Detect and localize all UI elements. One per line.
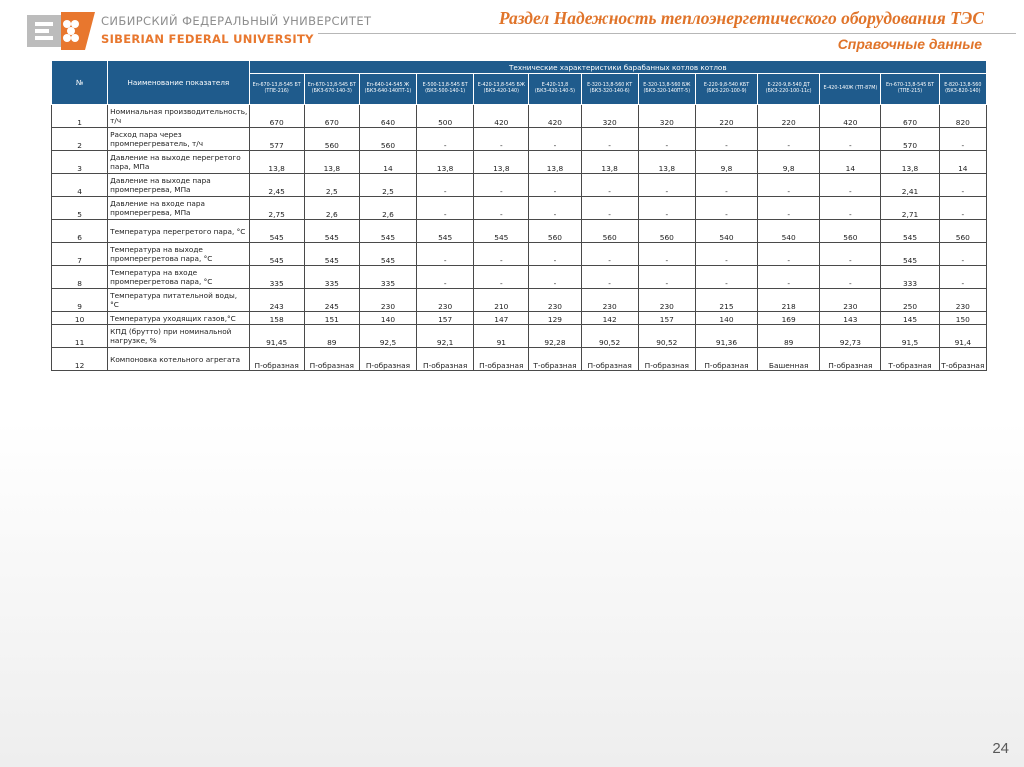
boiler-column-header: Е-320-13,8-560 БЖ (БКЗ-320-140ПТ-5) [638, 74, 695, 105]
table-row [52, 289, 987, 312]
table-cell: П-образная [581, 348, 638, 371]
logo-text-ru: СИБИРСКИЙ ФЕДЕРАЛЬНЫЙ УНИВЕРСИТЕТ [101, 14, 372, 28]
table-cell: 577 [249, 128, 304, 151]
table-row [52, 348, 987, 371]
table-cell: - [820, 128, 881, 151]
boiler-column-header: Еп-670-13,8-545 БТ (ТПЕ-216) [249, 74, 304, 105]
table-cell: Т-образная [529, 348, 581, 371]
table-cell: 670 [304, 105, 359, 128]
table-cell: 560 [638, 220, 695, 243]
boiler-column-header: Еп-670-13,8-545 БТ (БКЗ-670-140-3) [304, 74, 359, 105]
boiler-column-header: Е-500-13,8-545 БТ (БКЗ-500-140-1) [417, 74, 474, 105]
table-cell: 320 [581, 105, 638, 128]
table-cell: П-образная [695, 348, 757, 371]
table-cell: 230 [820, 289, 881, 312]
table-cell: - [758, 266, 820, 289]
row-number: 9 [52, 289, 108, 312]
table-cell: 90,52 [638, 325, 695, 348]
table-cell: 13,8 [304, 151, 359, 174]
table-cell: - [758, 128, 820, 151]
table-cell: 92,28 [529, 325, 581, 348]
table-cell: 335 [249, 266, 304, 289]
table-cell: 92,1 [417, 325, 474, 348]
table-cell: 13,8 [581, 151, 638, 174]
table-cell: 545 [359, 243, 416, 266]
table-cell: 13,8 [249, 151, 304, 174]
table-cell: 9,8 [758, 151, 820, 174]
parameter-name: Температура уходящих газов,°С [108, 312, 249, 325]
table-cell: 545 [304, 243, 359, 266]
boiler-column-header: Еп-640-14-545 Ж (БКЗ-640-140ПТ-1) [359, 74, 416, 105]
table-cell: - [939, 266, 986, 289]
table-cell: 230 [359, 289, 416, 312]
table-cell: - [581, 174, 638, 197]
name-column-header: Наименование показателя [108, 61, 249, 105]
table-cell: 320 [638, 105, 695, 128]
parameter-name: Температура питательной воды, °С [108, 289, 249, 312]
table-cell: П-образная [417, 348, 474, 371]
table-cell: - [638, 197, 695, 220]
table-cell: 560 [359, 128, 416, 151]
boiler-column-header: Е-320-13,8-560 КТ (БКЗ-320-140-6) [581, 74, 638, 105]
table-cell: - [695, 266, 757, 289]
group-column-header: Технические характеристики барабанных котлов котлов [249, 61, 986, 74]
table-cell: 13,8 [881, 151, 939, 174]
boiler-column-header: Е-820-13,8-560 (БКЗ-820-140) [939, 74, 986, 105]
table-cell: 230 [417, 289, 474, 312]
table-cell: 670 [249, 105, 304, 128]
row-number: 10 [52, 312, 108, 325]
num-column-header: № [52, 61, 108, 105]
table-cell: П-образная [820, 348, 881, 371]
table-cell: 169 [758, 312, 820, 325]
table-cell: - [638, 266, 695, 289]
table-cell: 545 [417, 220, 474, 243]
university-logo-icon [27, 12, 95, 50]
table-cell: 500 [417, 105, 474, 128]
table-cell: 140 [695, 312, 757, 325]
table-cell: 13,8 [417, 151, 474, 174]
table-cell: 150 [939, 312, 986, 325]
table-cell: - [581, 197, 638, 220]
table-cell: - [529, 128, 581, 151]
table-row [52, 325, 987, 348]
table-cell: 220 [695, 105, 757, 128]
boiler-column-header: Е-420-13,8 (БКЗ-420-140-5) [529, 74, 581, 105]
table-cell: - [474, 243, 529, 266]
table-cell: 89 [304, 325, 359, 348]
table-cell: - [695, 128, 757, 151]
table-row [52, 105, 987, 128]
table-cell: 545 [881, 243, 939, 266]
table-cell: 2,71 [881, 197, 939, 220]
table-cell: - [417, 197, 474, 220]
parameter-name: Давление на выходе пара промперегрева, МПа [108, 174, 249, 197]
table-cell: 142 [581, 312, 638, 325]
table-cell: 560 [939, 220, 986, 243]
table-cell: 210 [474, 289, 529, 312]
table-cell: - [939, 128, 986, 151]
row-number: 3 [52, 151, 108, 174]
table-cell: 2,41 [881, 174, 939, 197]
table-cell: - [474, 197, 529, 220]
table-cell: 250 [881, 289, 939, 312]
title-divider [318, 33, 1016, 34]
table-cell: П-образная [474, 348, 529, 371]
table-cell: 91,36 [695, 325, 757, 348]
table-cell: 91,5 [881, 325, 939, 348]
table-cell: 560 [529, 220, 581, 243]
table-cell: - [638, 128, 695, 151]
table-cell: 230 [529, 289, 581, 312]
table-cell: 545 [249, 220, 304, 243]
table-cell: 9,8 [695, 151, 757, 174]
table-row [52, 266, 987, 289]
table-row [52, 174, 987, 197]
table-cell: 420 [529, 105, 581, 128]
boiler-specs-table [51, 60, 987, 371]
table-cell: 147 [474, 312, 529, 325]
table-cell: 89 [758, 325, 820, 348]
table-cell: 545 [359, 220, 416, 243]
table-cell: - [820, 266, 881, 289]
parameter-name: Расход пара через промперегреватель, т/ч [108, 128, 249, 151]
parameter-name: Температура на входе промперегретова пара, °С [108, 266, 249, 289]
boiler-column-header: Е-420-13,8-545 БЖ (БКЗ-420-140) [474, 74, 529, 105]
table-cell: 545 [474, 220, 529, 243]
table-cell: - [529, 174, 581, 197]
table-cell: - [758, 174, 820, 197]
table-cell: - [758, 197, 820, 220]
table-cell: 570 [881, 128, 939, 151]
table-cell: П-образная [304, 348, 359, 371]
table-cell: - [939, 243, 986, 266]
table-cell: 560 [820, 220, 881, 243]
table-cell: П-образная [359, 348, 416, 371]
table-cell: 90,52 [581, 325, 638, 348]
parameter-name: Давление на входе пара промперегрева, МПа [108, 197, 249, 220]
table-cell: - [474, 174, 529, 197]
table-cell: - [529, 266, 581, 289]
page-number: 24 [992, 740, 1009, 757]
table-header-row [52, 61, 987, 74]
table-cell: - [695, 197, 757, 220]
table-cell: 140 [359, 312, 416, 325]
parameter-name: Давление на выходе перегретого пара, МПа [108, 151, 249, 174]
parameter-name: КПД (брутто) при номинальной нагрузке, % [108, 325, 249, 348]
table-cell: Т-образная [881, 348, 939, 371]
table-cell: - [695, 174, 757, 197]
table-row [52, 151, 987, 174]
table-cell: 335 [304, 266, 359, 289]
table-cell: - [581, 266, 638, 289]
table-cell: 640 [359, 105, 416, 128]
table-cell: 92,5 [359, 325, 416, 348]
table-cell: 2,75 [249, 197, 304, 220]
parameter-name: Номинальная производительность, т/ч [108, 105, 249, 128]
table-cell: - [820, 197, 881, 220]
row-number: 11 [52, 325, 108, 348]
row-number: 2 [52, 128, 108, 151]
table-cell: - [939, 197, 986, 220]
row-number: 6 [52, 220, 108, 243]
table-cell: 230 [581, 289, 638, 312]
parameter-name: Температура на выходе промперегретова пара, °С [108, 243, 249, 266]
table-cell: - [581, 128, 638, 151]
table-cell: 2,45 [249, 174, 304, 197]
table-cell: 14 [359, 151, 416, 174]
table-cell: - [474, 266, 529, 289]
table-cell: 2,6 [359, 197, 416, 220]
table-row [52, 220, 987, 243]
boiler-column-header: Е-220-9,8-540 КБТ (БКЗ-220-100-9) [695, 74, 757, 105]
row-number: 12 [52, 348, 108, 371]
table-cell: 157 [638, 312, 695, 325]
table-cell: 91,45 [249, 325, 304, 348]
table-cell: 420 [820, 105, 881, 128]
table-cell: 243 [249, 289, 304, 312]
table-cell: - [417, 174, 474, 197]
table-cell: 560 [304, 128, 359, 151]
table-cell: 14 [820, 151, 881, 174]
table-cell: - [417, 128, 474, 151]
table-cell: 2,5 [304, 174, 359, 197]
table-cell: 333 [881, 266, 939, 289]
table-cell: 13,8 [638, 151, 695, 174]
table-cell: 13,8 [474, 151, 529, 174]
table-cell: 91,4 [939, 325, 986, 348]
table-cell: 670 [881, 105, 939, 128]
table-cell: 218 [758, 289, 820, 312]
row-number: 7 [52, 243, 108, 266]
table-cell: - [417, 266, 474, 289]
table-cell: - [529, 243, 581, 266]
table-cell: 220 [758, 105, 820, 128]
row-number: 1 [52, 105, 108, 128]
table-cell: 157 [417, 312, 474, 325]
table-cell: 143 [820, 312, 881, 325]
row-number: 5 [52, 197, 108, 220]
table-cell: - [581, 243, 638, 266]
boiler-column-header: Е-420-140Ж (ТП-87М) [820, 74, 881, 105]
table-cell: 91 [474, 325, 529, 348]
table-cell: - [529, 197, 581, 220]
row-number: 8 [52, 266, 108, 289]
table-cell: Т-образная [939, 348, 986, 371]
table-cell: 420 [474, 105, 529, 128]
table-cell: 545 [304, 220, 359, 243]
page-subtitle: Справочные данные [837, 36, 982, 52]
table-cell: 158 [249, 312, 304, 325]
table-row [52, 128, 987, 151]
table-cell: 540 [695, 220, 757, 243]
table-cell: - [417, 243, 474, 266]
table-cell: 540 [758, 220, 820, 243]
row-number: 4 [52, 174, 108, 197]
table-cell: 230 [939, 289, 986, 312]
boiler-column-header: Еп-670-13,8-545 БТ (ТПЕ-215) [881, 74, 939, 105]
table-cell: 151 [304, 312, 359, 325]
boiler-column-header: Е-220-9,8-540 ДТ (БКЗ-220-100-11с) [758, 74, 820, 105]
table-cell: - [939, 174, 986, 197]
logo-text-en: SIBERIAN FEDERAL UNIVERSITY [101, 32, 314, 46]
table-cell: - [820, 174, 881, 197]
table-cell: - [474, 128, 529, 151]
table-cell: 335 [359, 266, 416, 289]
table-cell: 215 [695, 289, 757, 312]
table-cell: Башенная [758, 348, 820, 371]
table-cell: 560 [581, 220, 638, 243]
table-cell: 2,5 [359, 174, 416, 197]
table-row [52, 243, 987, 266]
table-cell: - [820, 243, 881, 266]
parameter-name: Компоновка котельного агрегата [108, 348, 249, 371]
page-title: Раздел Надежность теплоэнергетического оборудования ТЭС [498, 8, 984, 28]
table-cell: 230 [638, 289, 695, 312]
table-cell: П-образная [638, 348, 695, 371]
table-cell: 13,8 [529, 151, 581, 174]
table-cell: 2,6 [304, 197, 359, 220]
table-cell: 92,73 [820, 325, 881, 348]
table-cell: 545 [249, 243, 304, 266]
table-cell: - [638, 243, 695, 266]
table-cell: П-образная [249, 348, 304, 371]
table-row [52, 312, 987, 325]
table-cell: - [758, 243, 820, 266]
parameter-name: Температура перегретого пара, °С [108, 220, 249, 243]
table-cell: 145 [881, 312, 939, 325]
table-cell: - [638, 174, 695, 197]
table-cell: 14 [939, 151, 986, 174]
table-cell: - [695, 243, 757, 266]
table-cell: 245 [304, 289, 359, 312]
table-row [52, 197, 987, 220]
table-cell: 129 [529, 312, 581, 325]
table-cell: 545 [881, 220, 939, 243]
table-cell: 820 [939, 105, 986, 128]
